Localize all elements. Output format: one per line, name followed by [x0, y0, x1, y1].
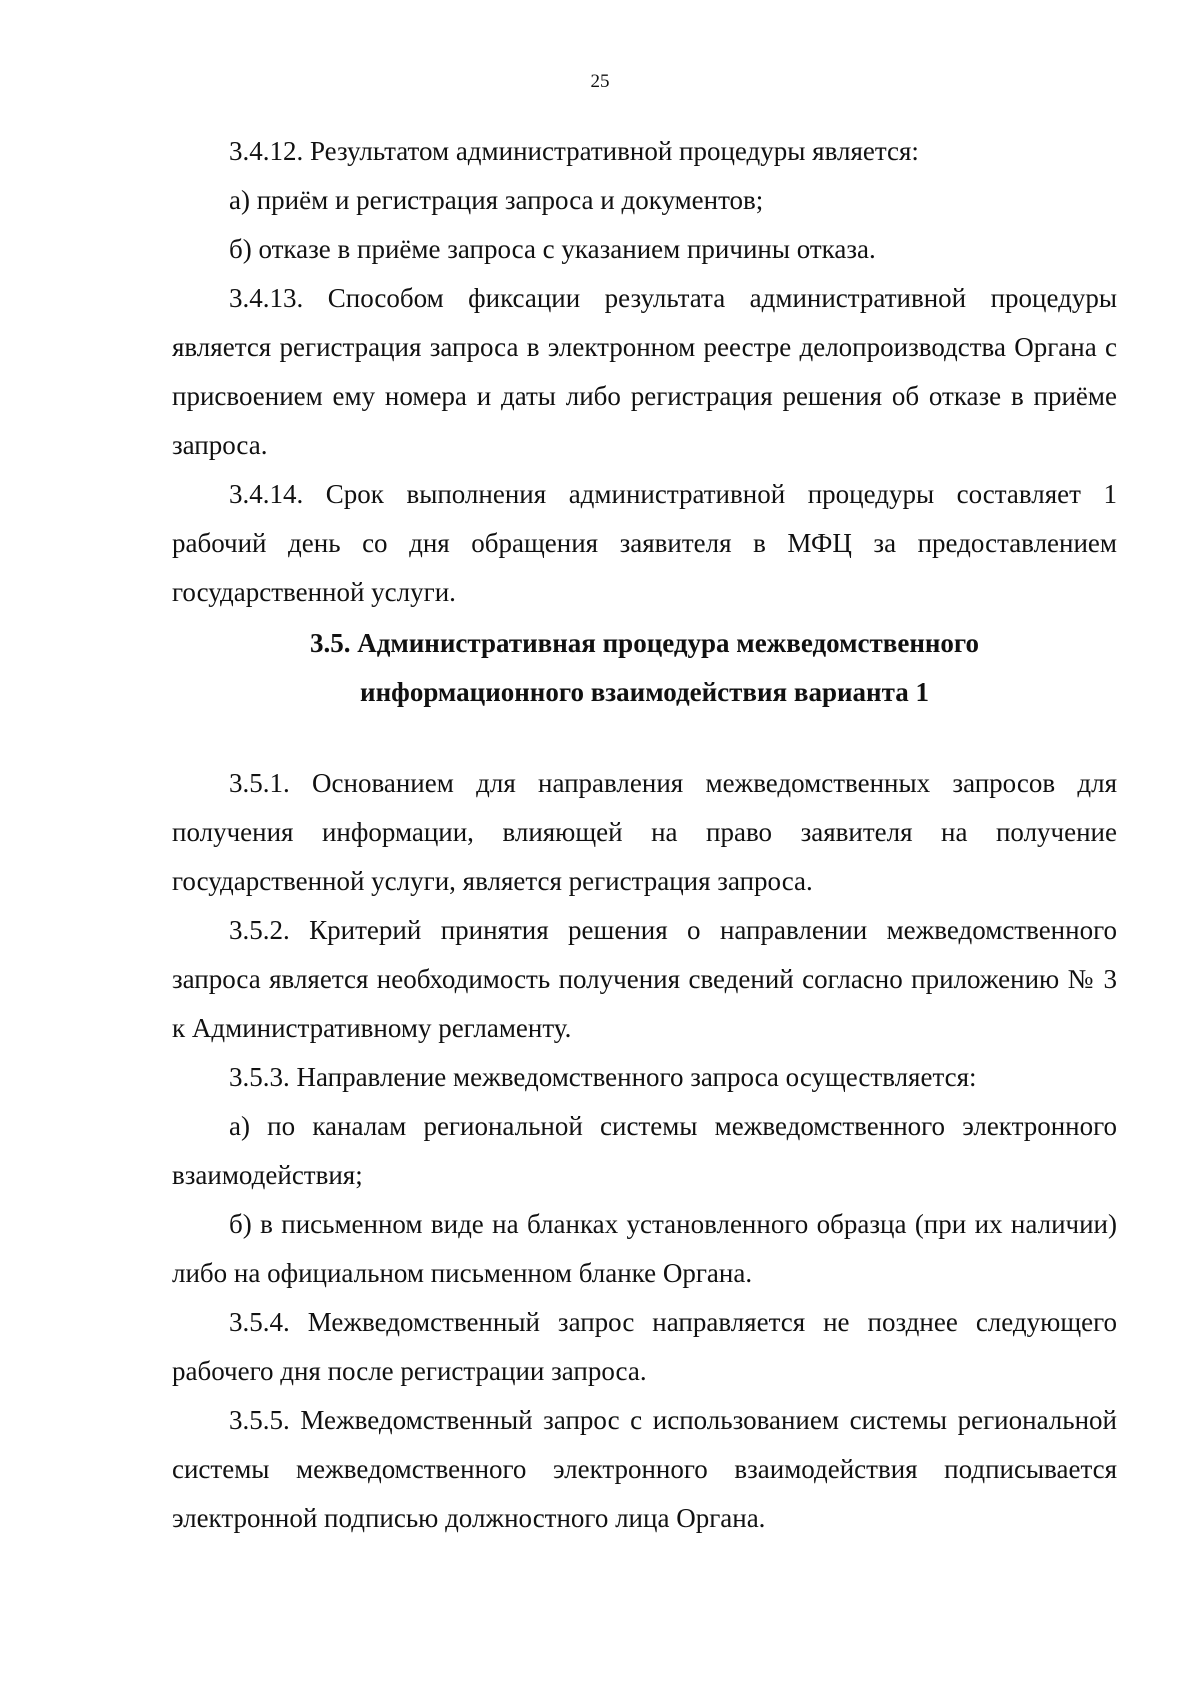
paragraph-3-5-1: 3.5.1. Основанием для направления межведомственных запросов для получения информации, влияющей на право заявителя на получение государственной услуги, является регистрация запроса. [172, 768, 1117, 896]
list-item-a: а) приём и регистрация запроса и документов; [229, 185, 764, 215]
list-item-b-2: б) в письменном виде на бланках установленного образца (при их наличии) либо на официальном письменном бланке Органа. [172, 1209, 1117, 1288]
list-item-a-2: а) по каналам региональной системы межведомственного электронного взаимодействия; [172, 1111, 1117, 1190]
paragraph-3-5-4: 3.5.4. Межведомственный запрос направляется не позднее следующего рабочего дня после регистрации запроса. [172, 1307, 1117, 1386]
text-block-3-5 [172, 759, 1117, 1543]
section-heading-line-2: информационного взаимодействия варианта 1 [360, 677, 929, 707]
paragraph-3-5-3: 3.5.3. Направление межведомственного запроса осуществляется: [229, 1062, 977, 1092]
list-item-b: б) отказе в приёме запроса с указанием причины отказа. [229, 234, 876, 264]
page-number: 25 [590, 71, 610, 92]
text-block-3-4 [172, 127, 1117, 617]
section-heading-3-5 [172, 619, 1117, 717]
paragraph-3-5-5: 3.5.5. Межведомственный запрос с использованием системы региональной системы межведомственного электронного взаимодействия подписывается электронной подписью должностного лица Органа. [172, 1405, 1117, 1533]
paragraph-3-4-14: 3.4.14. Срок выполнения административной процедуры составляет 1 рабочий день со дня обращения заявителя в МФЦ за предоставлением государственной услуги. [172, 479, 1117, 607]
section-heading-line-1: 3.5. Административная процедура межведомственного [309, 628, 980, 658]
paragraph-3-5-2: 3.5.2. Критерий принятия решения о направлении межведомственного запроса является необходимость получения сведений согласно приложению № 3 к Административному регламенту. [172, 915, 1117, 1043]
paragraph-3-4-13: 3.4.13. Способом фиксации результата административной процедуры является регистрация запроса в электронном реестре делопроизводства Органа с присвоением ему номера и даты либо регистрация решения об отказе в приёме запроса. [172, 283, 1117, 460]
paragraph-3-4-12: 3.4.12. Результатом административной процедуры является: [229, 136, 919, 166]
